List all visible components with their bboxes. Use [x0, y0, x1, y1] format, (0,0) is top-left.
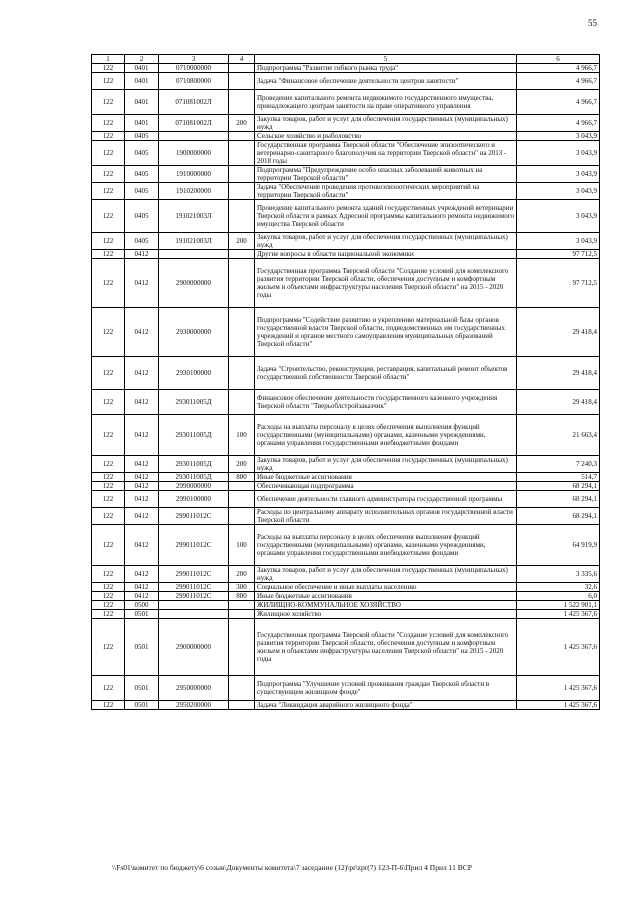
table-row: [92, 525, 600, 566]
footer-file-path: \\Fs01\комитет по бюджету\6 созыв\Документы комитета\7 заседание (12)\pr\zpr(7) 123-П-6\Прил 4 Прил 11 ВСР: [112, 863, 472, 872]
table-cell-c2: 0401: [125, 73, 159, 90]
table-cell-amount: 3 335,6: [517, 566, 600, 583]
table-cell-amount: 64 919,9: [517, 525, 600, 566]
table-cell-text: Расходы по центральному аппарату исполнительных органов государственной власти Тверской области: [255, 508, 517, 525]
table-cell-amount: 1 425 367,6: [517, 619, 600, 676]
table-cell-c4: [229, 308, 255, 357]
table-cell-c1: 122: [92, 115, 125, 132]
table-cell-c2: 0405: [125, 132, 159, 141]
table-cell-c2: 0401: [125, 115, 159, 132]
table-cell-c3: 1910000000: [159, 166, 229, 183]
table-row: [92, 610, 600, 619]
table-cell-amount: 97 712,5: [517, 250, 600, 259]
table-cell-c3: 071081002Л: [159, 90, 229, 115]
table-cell-c1: 122: [92, 473, 125, 482]
table-cell-amount: 1 425 367,6: [517, 676, 600, 701]
table-cell-c4: [229, 64, 255, 73]
table-cell-amount: 1 425 367,6: [517, 610, 600, 619]
table-cell-c3: [159, 132, 229, 141]
table-cell-c4: [229, 676, 255, 701]
table-cell-c1: 122: [92, 200, 125, 233]
table-cell-c4: [229, 610, 255, 619]
table-cell-c3: 2900000000: [159, 619, 229, 676]
column-header: 2: [125, 55, 159, 64]
table-cell-c2: 0412: [125, 390, 159, 415]
table-cell-c4: 200: [229, 456, 255, 473]
table-cell-c2: 0412: [125, 482, 159, 491]
table-cell-text: Подпрограмма "Улучшение условий проживания граждан Тверской области в существующем жилищном фонде": [255, 676, 517, 701]
table-cell-c1: 122: [92, 601, 125, 610]
table-cell-c2: 0501: [125, 610, 159, 619]
table-cell-amount: 68 294,1: [517, 508, 600, 525]
table-cell-c3: 293011005Д: [159, 390, 229, 415]
table-row: [92, 200, 600, 233]
table-cell-c2: 0500: [125, 601, 159, 610]
table-cell-c3: 2930000000: [159, 308, 229, 357]
table-row: [92, 308, 600, 357]
table-cell-c1: 122: [92, 566, 125, 583]
table-cell-c2: 0405: [125, 166, 159, 183]
table-cell-text: Социальное обеспечение и иные выплаты населению: [255, 583, 517, 592]
table-cell-c2: 0412: [125, 491, 159, 508]
table-cell-text: Жилищное хозяйство: [255, 610, 517, 619]
table-cell-c2: 0412: [125, 415, 159, 456]
table-body: [92, 64, 600, 710]
table-cell-c4: [229, 259, 255, 308]
table-cell-c1: 122: [92, 233, 125, 250]
table-cell-c3: 191021003Л: [159, 200, 229, 233]
table-row: [92, 701, 600, 710]
table-cell-c3: 191021003Л: [159, 233, 229, 250]
table-cell-c4: [229, 508, 255, 525]
table-cell-c1: 122: [92, 64, 125, 73]
column-header: 4: [229, 55, 255, 64]
table-cell-text: Обеспечение деятельности главного администратора государственной программы: [255, 491, 517, 508]
table-cell-c1: 122: [92, 308, 125, 357]
table-cell-text: Проведение капитального ремонта зданий государственных учреждений ветеринарии Тверской области в рамках Адресной программы капитального ремонта недвижимого имущества Тверской области: [255, 200, 517, 233]
table-cell-amount: 4 966,7: [517, 90, 600, 115]
table-row: [92, 566, 600, 583]
table-cell-text: Расходы на выплаты персоналу в целях обеспечения выполнения функций государственными (муниципальными) органами, казенными учреждениями, органами управления государственными внебюджетными фондами: [255, 415, 517, 456]
table-cell-c1: 122: [92, 619, 125, 676]
table-cell-c3: 2990000000: [159, 482, 229, 491]
table-cell-c1: 122: [92, 166, 125, 183]
table-row: [92, 64, 600, 73]
table-cell-text: Государственная программа Тверской области "Обеспечение эпизоотического и ветеринарно-санитарного благополучия на территории Тверской области" на 2013 - 2018 годы: [255, 141, 517, 166]
table-cell-c4: [229, 166, 255, 183]
table-cell-c2: 0501: [125, 619, 159, 676]
table-cell-c4: [229, 601, 255, 610]
table-cell-c3: 2900000000: [159, 259, 229, 308]
table-cell-text: Финансовое обеспечение деятельности государственного казенного учреждения Тверской области "Тверьоблстройзаказчик": [255, 390, 517, 415]
table-cell-c2: 0412: [125, 473, 159, 482]
table-cell-c2: 0412: [125, 308, 159, 357]
table-cell-c4: 100: [229, 415, 255, 456]
table-cell-text: Закупка товаров, работ и услуг для обеспечения государственных (муниципальных) нужд: [255, 566, 517, 583]
table-cell-c1: 122: [92, 676, 125, 701]
table-cell-c3: 299011012С: [159, 592, 229, 601]
table-row: [92, 456, 600, 473]
table-cell-c4: 200: [229, 115, 255, 132]
table-cell-c1: 122: [92, 73, 125, 90]
table-cell-c3: 299011012С: [159, 508, 229, 525]
table-cell-text: Закупка товаров, работ и услуг для обеспечения государственных (муниципальных) нужд: [255, 115, 517, 132]
page-number: 55: [588, 18, 597, 28]
table-cell-amount: 3 043,9: [517, 132, 600, 141]
table-cell-c3: 299011012С: [159, 566, 229, 583]
table-row: [92, 390, 600, 415]
table-cell-c1: 122: [92, 415, 125, 456]
table-cell-amount: 68 294,1: [517, 491, 600, 508]
table-cell-text: Закупка товаров, работ и услуг для обеспечения государственных (муниципальных) нужд: [255, 233, 517, 250]
table-row: [92, 250, 600, 259]
table-cell-c1: 122: [92, 141, 125, 166]
table-cell-c1: 122: [92, 456, 125, 473]
table-cell-c2: 0412: [125, 566, 159, 583]
table-cell-text: Подпрограмма "Предупреждение особо опасных заболеваний животных на территории Тверской области": [255, 166, 517, 183]
table-row: [92, 183, 600, 200]
table-cell-amount: 3 043,9: [517, 166, 600, 183]
table-cell-c3: 2950200000: [159, 701, 229, 710]
table-cell-text: Государственная программа Тверской области "Создание условий для комплексного развития территории Тверской области, обеспечения доступным и комфортным жильем и объектами инфраструктуры населения Тверской области" на 2015 - 2020 годы: [255, 259, 517, 308]
table-cell-text: Сельское хозяйство и рыболовство: [255, 132, 517, 141]
table-cell-c3: 293011005Д: [159, 473, 229, 482]
table-cell-c4: [229, 357, 255, 390]
table-cell-c3: 293011005Д: [159, 415, 229, 456]
table-cell-c4: [229, 250, 255, 259]
table-cell-c1: 122: [92, 701, 125, 710]
table-row: [92, 166, 600, 183]
table-cell-c3: 299011012С: [159, 583, 229, 592]
table-row: [92, 619, 600, 676]
table-row: [92, 233, 600, 250]
table-cell-c1: 122: [92, 592, 125, 601]
table-cell-amount: 6,0: [517, 592, 600, 601]
column-header: 1: [92, 55, 125, 64]
table-row: [92, 357, 600, 390]
table-cell-c4: 300: [229, 583, 255, 592]
table-cell-c3: 0710000000: [159, 64, 229, 73]
table-cell-text: Иные бюджетные ассигнования: [255, 473, 517, 482]
table-cell-c2: 0401: [125, 64, 159, 73]
table-cell-text: ЖИЛИЩНО-КОММУНАЛЬНОЕ ХОЗЯЙСТВО: [255, 601, 517, 610]
table-cell-c1: 122: [92, 583, 125, 592]
table-cell-c4: [229, 701, 255, 710]
table-cell-c4: 200: [229, 566, 255, 583]
table-cell-text: Задача "Обеспечение проведения противоэпизоотических мероприятий на территории Тверской области": [255, 183, 517, 200]
table-cell-text: Другие вопросы в области национальной экономики: [255, 250, 517, 259]
table-cell-amount: 3 043,9: [517, 200, 600, 233]
table-cell-amount: 4 966,7: [517, 73, 600, 90]
table-cell-c1: 122: [92, 610, 125, 619]
table-cell-c2: 0405: [125, 200, 159, 233]
table-cell-text: Расходы на выплаты персоналу в целях обеспечения выполнения функций государственными (муниципальными) органами, казенными учреждениями, органами управления государственными внебюджетными фондами: [255, 525, 517, 566]
table-row: [92, 491, 600, 508]
budget-table: [91, 54, 600, 710]
table-cell-c2: 0412: [125, 592, 159, 601]
table-cell-c3: 0710800000: [159, 73, 229, 90]
table-cell-c2: 0412: [125, 357, 159, 390]
table-row: [92, 90, 600, 115]
table-cell-c3: [159, 250, 229, 259]
table-cell-c1: 122: [92, 183, 125, 200]
table-cell-c4: [229, 619, 255, 676]
table-cell-c3: 1910200000: [159, 183, 229, 200]
table-cell-c2: 0405: [125, 141, 159, 166]
table-cell-c2: 0405: [125, 233, 159, 250]
table-cell-amount: 3 043,9: [517, 141, 600, 166]
table-row: [92, 592, 600, 601]
column-header: 5: [255, 55, 517, 64]
table-cell-text: Задача "Финансовое обеспечение деятельности центров занятости": [255, 73, 517, 90]
table-cell-c3: 299011012С: [159, 525, 229, 566]
table-cell-amount: 29 418,4: [517, 357, 600, 390]
table-cell-c1: 122: [92, 525, 125, 566]
column-header: 6: [517, 55, 600, 64]
table-cell-c4: [229, 132, 255, 141]
table-cell-c2: 0412: [125, 583, 159, 592]
table-cell-text: Иные бюджетные ассигнования: [255, 592, 517, 601]
table-cell-c3: [159, 601, 229, 610]
column-header: 3: [159, 55, 229, 64]
table-row: [92, 259, 600, 308]
table-cell-amount: 1 425 367,6: [517, 701, 600, 710]
table-cell-c1: 122: [92, 390, 125, 415]
table-cell-c1: 122: [92, 491, 125, 508]
table-cell-c3: 071081002Л: [159, 115, 229, 132]
table-row: [92, 473, 600, 482]
table-cell-text: Задача "Строительство, реконструкция, реставрация, капитальный ремонт объектов государственной собственности Тверской области": [255, 357, 517, 390]
table-cell-c2: 0412: [125, 525, 159, 566]
table-cell-c3: 2950000000: [159, 676, 229, 701]
table-header-row: [92, 55, 600, 64]
table-cell-text: Обеспечивающая подпрограмма: [255, 482, 517, 491]
table-cell-text: Подпрограмма "Содействие развитию и укреплению материальной базы органов государственной власти Тверской области, подведомственных им государственных учреждений и органов местного самоуправления муниципальных образований Тверской области": [255, 308, 517, 357]
table-cell-c2: 0412: [125, 508, 159, 525]
table-cell-c2: 0401: [125, 90, 159, 115]
table-cell-amount: 1 522 901,1: [517, 601, 600, 610]
table-cell-c4: 200: [229, 233, 255, 250]
table-cell-c4: [229, 141, 255, 166]
table-cell-text: Задача "Ликвидация аварийного жилищного фонда": [255, 701, 517, 710]
table-cell-amount: 21 663,4: [517, 415, 600, 456]
table-cell-c3: 2930100000: [159, 357, 229, 390]
table-cell-c1: 122: [92, 259, 125, 308]
table-cell-c3: 1900000000: [159, 141, 229, 166]
table-cell-amount: 4 966,7: [517, 115, 600, 132]
table-cell-amount: 29 418,4: [517, 390, 600, 415]
table-cell-c2: 0501: [125, 676, 159, 701]
table-cell-c1: 122: [92, 132, 125, 141]
table-cell-c4: [229, 491, 255, 508]
table-cell-amount: 68 294,1: [517, 482, 600, 491]
table-row: [92, 141, 600, 166]
table-cell-amount: 7 240,3: [517, 456, 600, 473]
table-cell-c4: [229, 200, 255, 233]
table-cell-c4: [229, 390, 255, 415]
table-cell-c4: [229, 73, 255, 90]
table-cell-c4: 800: [229, 473, 255, 482]
table-cell-amount: 32,6: [517, 583, 600, 592]
table-cell-text: Проведение капитального ремонта недвижимого государственного имущества, принадлежащего центрам занятости на праве оперативного управления: [255, 90, 517, 115]
table-cell-text: Подпрограмма "Развитие гибкого рынка труда": [255, 64, 517, 73]
table-row: [92, 583, 600, 592]
table-cell-c4: 800: [229, 592, 255, 601]
table-cell-amount: 97 712,5: [517, 259, 600, 308]
table-cell-c3: 2990100000: [159, 491, 229, 508]
table-cell-c2: 0412: [125, 250, 159, 259]
table-cell-c1: 122: [92, 90, 125, 115]
table-cell-c1: 122: [92, 250, 125, 259]
table-cell-amount: 3 043,9: [517, 183, 600, 200]
table-cell-amount: 514,7: [517, 473, 600, 482]
table-cell-amount: 29 418,4: [517, 308, 600, 357]
table-cell-c3: [159, 610, 229, 619]
table-row: [92, 601, 600, 610]
table-row: [92, 482, 600, 491]
table-cell-c4: [229, 183, 255, 200]
table-cell-amount: 3 043,9: [517, 233, 600, 250]
table-cell-c3: 293011005Д: [159, 456, 229, 473]
table-cell-c1: 122: [92, 482, 125, 491]
table-row: [92, 508, 600, 525]
table-cell-c2: 0412: [125, 456, 159, 473]
table-cell-c4: [229, 482, 255, 491]
table-cell-text: Закупка товаров, работ и услуг для обеспечения государственных (муниципальных) нужд: [255, 456, 517, 473]
table-cell-c2: 0501: [125, 701, 159, 710]
table-row: [92, 415, 600, 456]
table-row: [92, 132, 600, 141]
table-row: [92, 73, 600, 90]
table-cell-c2: 0412: [125, 259, 159, 308]
table-cell-c4: [229, 90, 255, 115]
table-cell-c1: 122: [92, 357, 125, 390]
table-row: [92, 676, 600, 701]
table-cell-c1: 122: [92, 508, 125, 525]
table-cell-c4: 100: [229, 525, 255, 566]
table-cell-c2: 0405: [125, 183, 159, 200]
table-cell-amount: 4 966,7: [517, 64, 600, 73]
table-cell-text: Государственная программа Тверской области "Создание условий для комплексного развития территории Тверской области, обеспечения доступным и комфортным жильем и объектами инфраструктуры населения Тверской области" на 2015 - 2020 годы: [255, 619, 517, 676]
table-row: [92, 115, 600, 132]
